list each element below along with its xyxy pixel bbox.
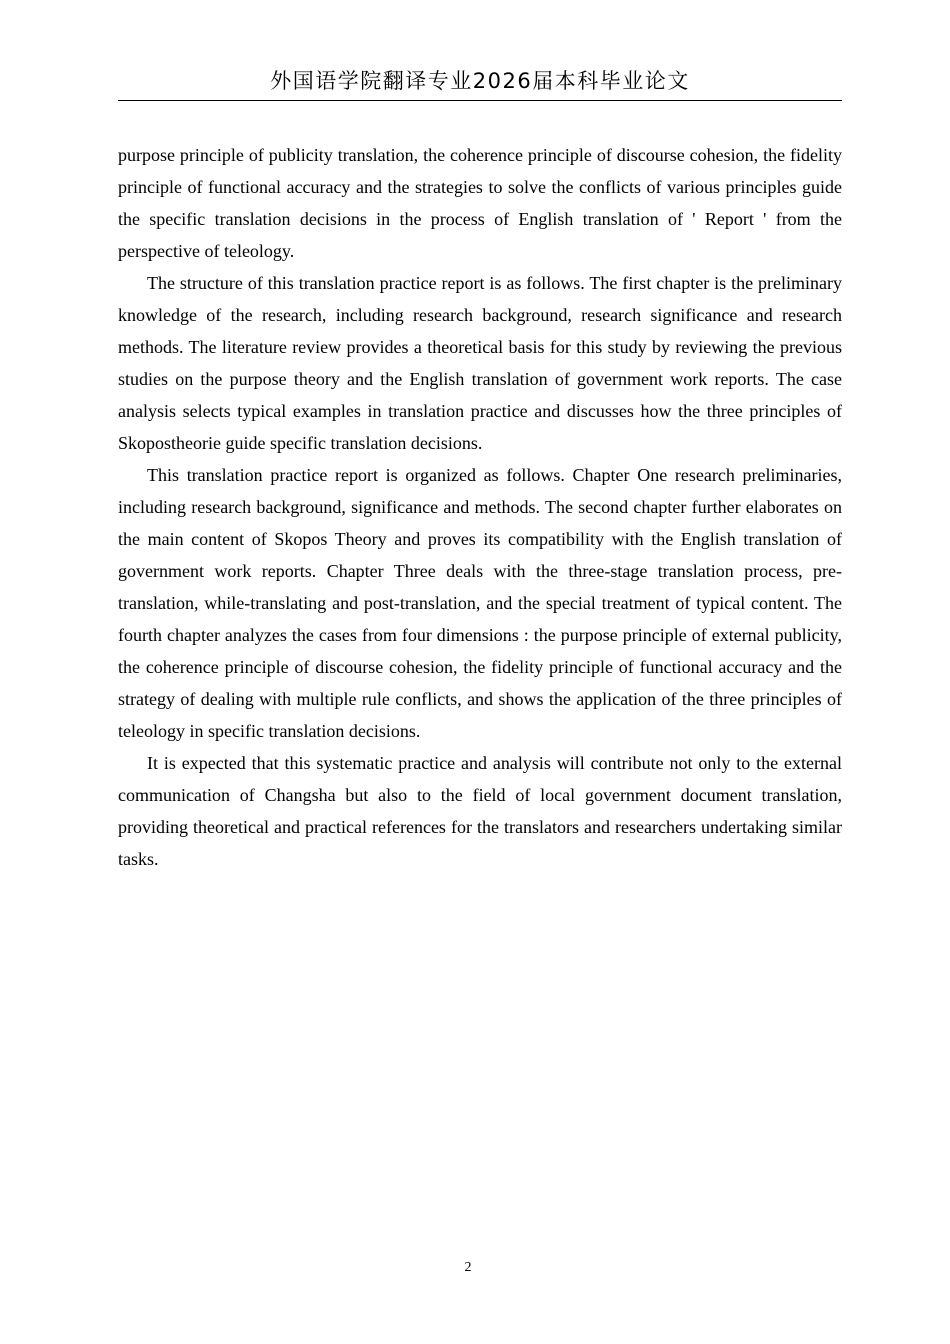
page-number: 2 xyxy=(464,1260,472,1275)
body-text xyxy=(118,139,842,875)
paragraph-report-organization: This translation practice report is organized as follows. Chapter One research preliminaries, including research background, significance and methods. The second chapter further elaborates on the main content of Skopos Theory and proves its compatibility with the English translation of government work reports. Chapter Three deals with the three-stage translation process, pre-translation, while-translating and post-translation, and the special treatment of typical content. The fourth chapter analyzes the cases from four dimensions : the purpose principle of external publicity, the coherence principle of discourse cohesion, the fidelity principle of functional accuracy and the strategy of dealing with multiple rule conflicts, and shows the application of the three principles of teleology in specific translation decisions. xyxy=(118,465,842,741)
header-divider xyxy=(118,100,842,101)
paragraph-continuation: purpose principle of publicity translation, the coherence principle of discourse cohesion, the fidelity principle of functional accuracy and the strategies to solve the conflicts of various principles guide the specific translation decisions in the process of English translation of ' Report ' from the perspective of teleology. xyxy=(118,145,842,261)
paragraph-expected-contribution: It is expected that this systematic practice and analysis will contribute not only to the external communication of Changsha but also to the field of local government document translation, providing theoretical and practical references for the translators and researchers undertaking similar tasks. xyxy=(118,753,842,869)
paragraph-report-structure: The structure of this translation practice report is as follows. The first chapter is the preliminary knowledge of the research, including research background, research significance and research methods. The literature review provides a theoretical basis for this study by reviewing the previous studies on the purpose theory and the English translation of government work reports. The case analysis selects typical examples in translation practice and discusses how the three principles of Skopostheorie guide specific translation decisions. xyxy=(118,273,842,453)
running-header: 外国语学院翻译专业2026届本科毕业论文 xyxy=(270,69,690,93)
